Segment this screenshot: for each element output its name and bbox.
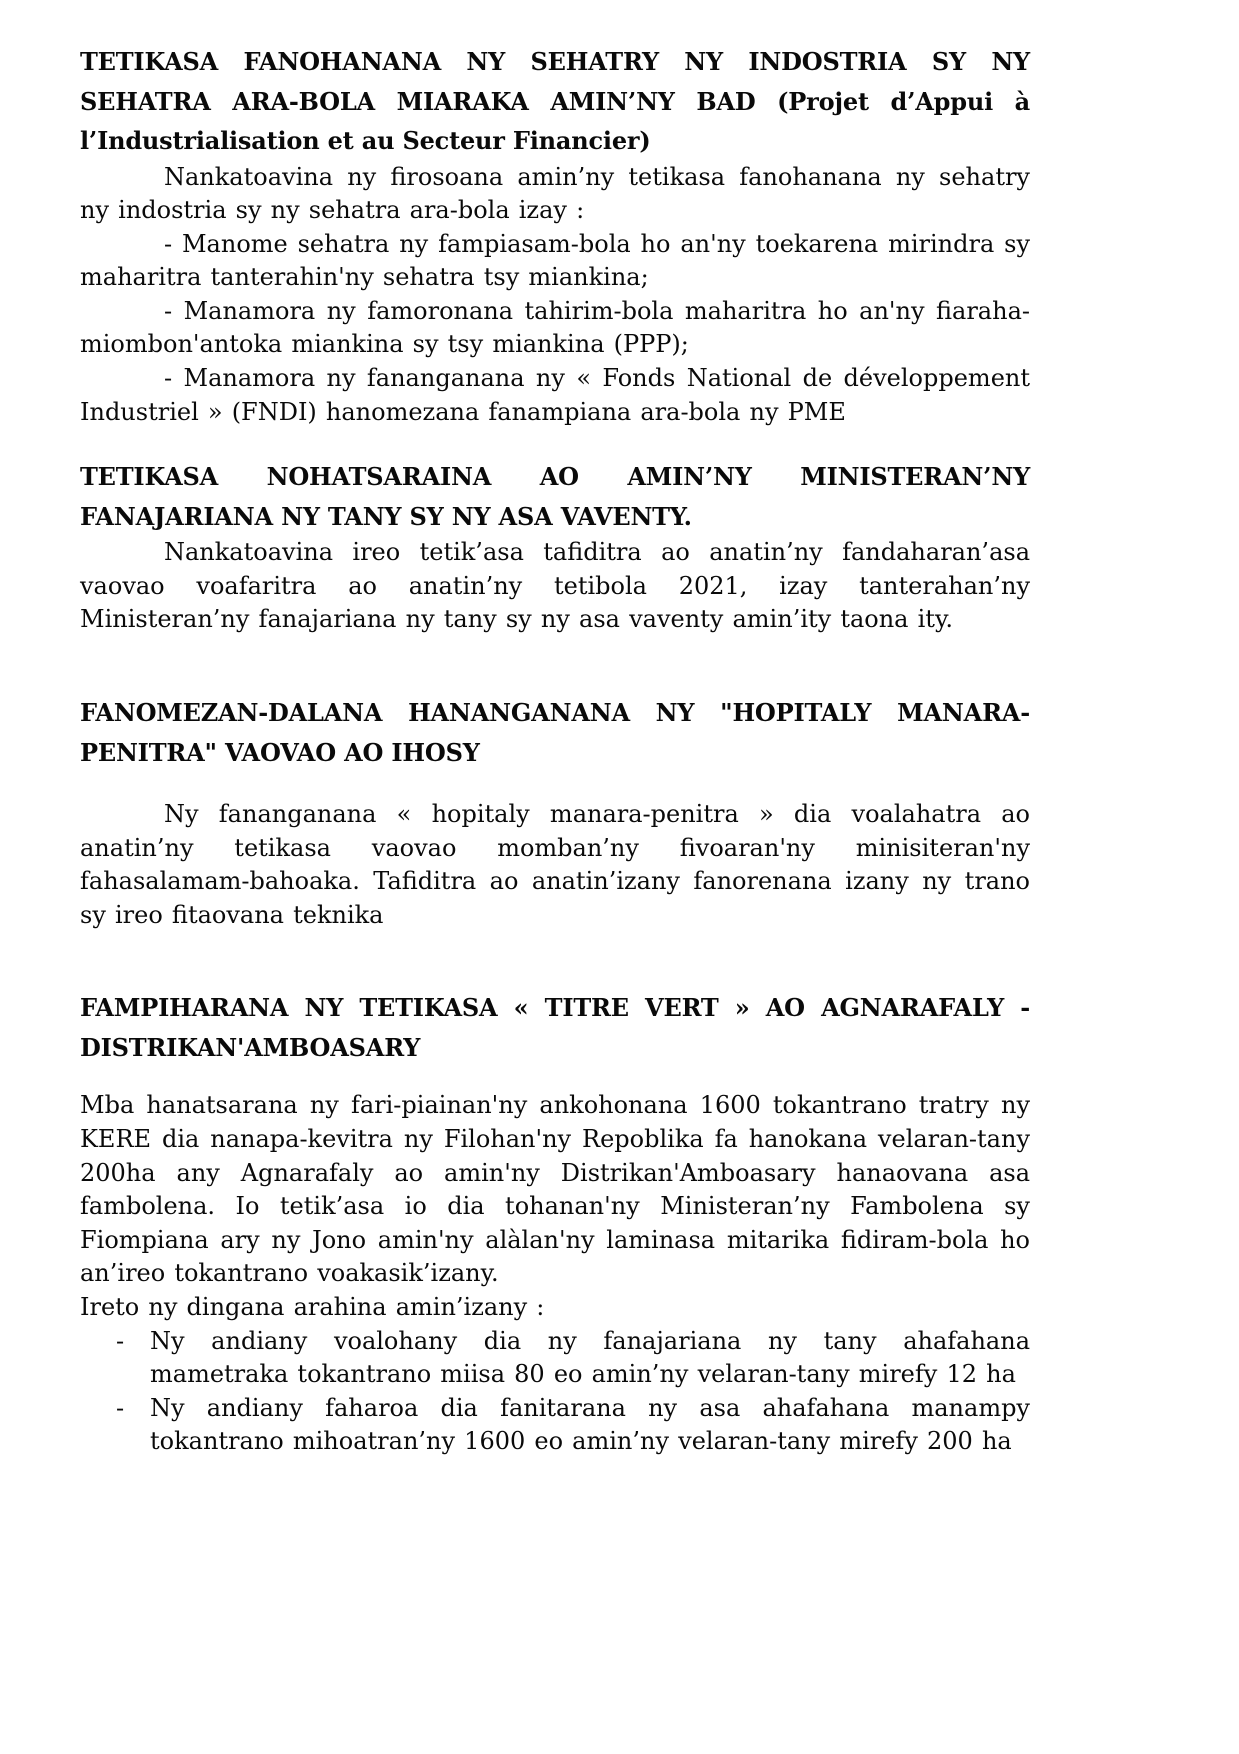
step-item-2-text: Ny andiany faharoa dia fanitarana ny asa ahafahana manampy tokantrano mihoatran’ny 1600 eo amin’ny velaran-tany mirefy 200 ha — [150, 1393, 1030, 1456]
section-heading-industrialisation: TETIKASA FANOHANANA NY SEHATRY NY INDOSTRIA SY NY SEHATRA ARA-BOLA MIARAKA AMIN’NY BAD (Projet d’Appui à l’Industrialisation et au Secteur Financier) — [80, 47, 1030, 155]
step-item-1 — [80, 1325, 1030, 1392]
dash-bullet-icon: - — [116, 1393, 125, 1422]
document-content — [80, 42, 1030, 1459]
section-4-body-paragraph: Mba hanatsarana ny fari-piainan'ny ankohonana 1600 tokantrano tratry ny KERE dia nanapa-kevitra ny Filohan'ny Repoblika fa hanokana velaran-tany 200ha any Agnarafaly ao amin'ny Distrikan'Amboasary hanaovana asa fambolena. Io tetik’asa io dia tohanan'ny Ministeran’ny Fambolena sy Fiompiana ary ny Jono amin'ny alàlan'ny laminasa mitarika fidiram-bola ho an’ireo tokantrano voakasik’izany. — [80, 1091, 1030, 1288]
section-1-item-3: - Manamora ny fananganana ny « Fonds National de développement Industriel » (FNDI) hanomezana fanampiana ara-bola ny PME — [80, 364, 1030, 426]
section-2-body-paragraph: Nankatoavina ireo tetik’asa tafiditra ao anatin’ny fandaharan’asa vaovao voafaritra ao anatin’ny tetibola 2021, izay tanterahan’ny Ministeran’ny fanajariana ny tany sy ny asa vaventy amin’ity taona ity. — [80, 538, 1030, 634]
section-1-intro-paragraph: Nankatoavina ny firosoana amin’ny tetikasa fanohanana ny sehatry ny indostria sy ny sehatra ara-bola izay : — [80, 162, 1030, 225]
step-item-2 — [80, 1392, 1030, 1459]
section-heading-fanajariana: TETIKASA NOHATSARAINA AO AMIN’NY MINISTERAN’NY FANAJARIANA NY TANY SY NY ASA VAVENTY. — [80, 462, 1030, 531]
section-4-steps-intro: Ireto ny dingana arahina amin’izany : — [80, 1292, 545, 1321]
section-heading-hopitaly: FANOMEZAN-DALANA HANANGANANA NY "HOPITALY MANARA-PENITRA" VAOVAO AO IHOSY — [80, 698, 1030, 767]
section-3-body-paragraph: Ny fananganana « hopitaly manara-penitra » dia voalahatra ao anatin’ny tetikasa vaovao momban’ny fivoaran'ny minisiteran'ny fahasalamam-bahoaka. Tafiditra ao anatin’izany fanorenana izany ny trano sy ireo fitaovana teknika — [80, 800, 1030, 929]
section-heading-titre-vert: FAMPIHARANA NY TETIKASA « TITRE VERT » AO AGNARAFALY - DISTRIKAN'AMBOASARY — [80, 993, 1030, 1062]
section-1-item-1: - Manome sehatra ny fampiasam-bola ho an'ny toekarena mirindra sy maharitra tanterahin'ny sehatra tsy miankina; — [80, 229, 1030, 292]
section-1-item-2: - Manamora ny famoronana tahirim-bola maharitra ho an'ny fiaraha-miombon'antoka miankina sy tsy miankina (PPP); — [80, 296, 1030, 359]
step-item-1-text: Ny andiany voalohany dia ny fanajariana ny tany ahafahana mametraka tokantrano miisa 80 eo amin’ny velaran-tany mirefy 12 ha — [150, 1326, 1030, 1389]
dash-bullet-icon: - — [116, 1326, 125, 1355]
